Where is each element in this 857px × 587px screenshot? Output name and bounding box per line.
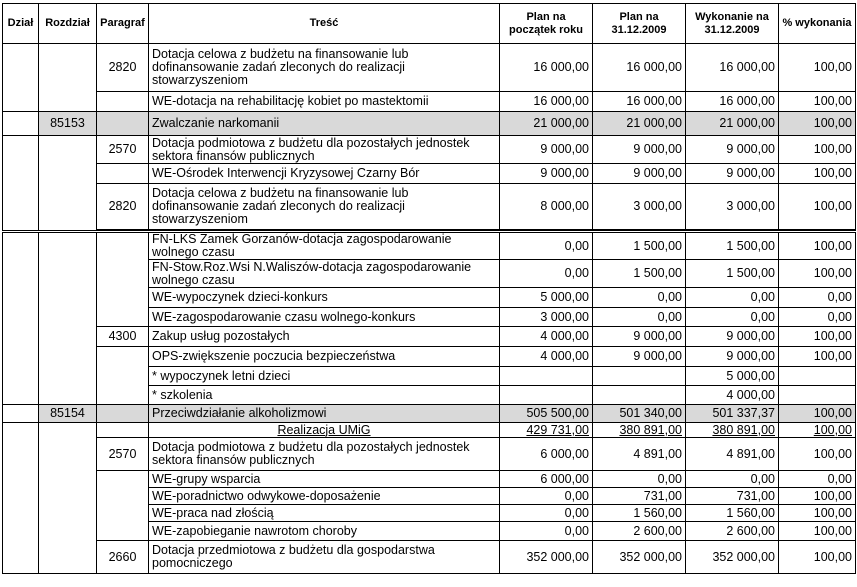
tresc-cell: Zakup usług pozostałych <box>149 327 500 347</box>
wykonanie-cell: 4 891,00 <box>686 438 779 471</box>
procent-cell: 100,00 <box>779 232 856 260</box>
procent-cell <box>779 386 856 405</box>
plan-start-cell: 4 000,00 <box>500 347 593 367</box>
wykonanie-cell: 0,00 <box>686 471 779 488</box>
table-row <box>3 44 856 92</box>
procent-cell: 100,00 <box>779 184 856 230</box>
dzial-cell <box>3 44 39 112</box>
procent-cell: 100,00 <box>779 405 856 423</box>
wykonanie-cell: 9 000,00 <box>686 327 779 347</box>
tresc-cell <box>149 184 500 230</box>
tresc-cell: WE-wypoczynek dzieci-konkurs <box>149 288 500 308</box>
table-row <box>3 164 856 184</box>
paragraf-cell: 4300 <box>97 327 149 347</box>
plan-end-cell: 501 340,00 <box>593 405 686 423</box>
table-row <box>3 92 856 112</box>
procent-cell: 100,00 <box>779 423 856 438</box>
procent-cell: 100,00 <box>779 260 856 288</box>
procent-cell: 100,00 <box>779 327 856 347</box>
dzial-cell <box>3 232 39 405</box>
rozdzial-cell <box>39 136 97 232</box>
plan-start-cell <box>500 367 593 386</box>
paragraf-cell <box>97 423 149 438</box>
tresc-cell <box>149 44 500 92</box>
wykonanie-cell: 16 000,00 <box>686 44 779 92</box>
procent-cell: 100,00 <box>779 44 856 92</box>
procent-cell: 100,00 <box>779 488 856 505</box>
procent-cell: 0,00 <box>779 471 856 488</box>
wykonanie-cell: 21 000,00 <box>686 112 779 136</box>
plan-end-cell <box>593 367 686 386</box>
plan-start-cell: 9 000,00 <box>500 164 593 184</box>
rozdzial-cell <box>39 232 97 405</box>
header-plan-end: Plan na 31.12.2009 <box>593 4 686 44</box>
tresc-cell <box>149 438 500 471</box>
plan-start-cell: 505 500,00 <box>500 405 593 423</box>
tresc-text: Dotacja celowa z budżetu na finansowanie lub dofinansowanie zadań zleconych do realizacji stowarzyszeniom <box>152 48 409 87</box>
budget-table <box>2 3 856 574</box>
plan-end-cell: 16 000,00 <box>593 44 686 92</box>
tresc-cell: WE-poradnictwo odwykowe-doposażenie <box>149 488 500 505</box>
procent-cell: 100,00 <box>779 164 856 184</box>
tresc-cell: Zwalczanie narkomanii <box>149 112 500 136</box>
tresc-text: FN-Stow.Roz.Wsi N.Waliszów-dotacja zagospodarowanie wolnego czasu <box>152 260 472 287</box>
plan-end-cell: 1 560,00 <box>593 505 686 522</box>
tresc-cell: WE-praca nad złością <box>149 505 500 522</box>
plan-start-cell: 16 000,00 <box>500 92 593 112</box>
plan-start-cell: 5 000,00 <box>500 288 593 308</box>
wykonanie-cell: 731,00 <box>686 488 779 505</box>
plan-start-cell: 6 000,00 <box>500 438 593 471</box>
tresc-cell: * szkolenia <box>149 386 500 405</box>
table-row <box>3 438 856 471</box>
wykonanie-cell: 0,00 <box>686 308 779 327</box>
plan-start-cell: 0,00 <box>500 232 593 260</box>
table-row <box>3 232 856 260</box>
plan-end-cell: 9 000,00 <box>593 347 686 367</box>
dzial-cell <box>3 136 39 232</box>
tresc-cell: WE-zagospodarowanie czasu wolnego-konkurs <box>149 308 500 327</box>
tresc-cell <box>149 541 500 574</box>
wykonanie-cell: 4 000,00 <box>686 386 779 405</box>
tresc-cell: WE-zapobieganie nawrotom choroby <box>149 522 500 541</box>
header-rozdzial: Rozdział <box>39 4 97 44</box>
paragraf-cell: 2820 <box>97 44 149 92</box>
dzial-cell <box>3 405 39 423</box>
plan-end-cell: 2 600,00 <box>593 522 686 541</box>
procent-cell: 100,00 <box>779 112 856 136</box>
tresc-text: Dotacja podmiotowa z budżetu dla pozostałych jednostek sektora finansów publicznych <box>152 441 470 467</box>
plan-start-cell: 352 000,00 <box>500 541 593 574</box>
table-row <box>3 471 856 488</box>
plan-start-cell: 0,00 <box>500 488 593 505</box>
plan-end-cell: 16 000,00 <box>593 92 686 112</box>
wykonanie-cell: 0,00 <box>686 288 779 308</box>
tresc-cell <box>149 260 500 288</box>
table-row <box>3 541 856 574</box>
procent-cell: 100,00 <box>779 541 856 574</box>
plan-start-cell: 9 000,00 <box>500 136 593 164</box>
table-row <box>3 112 856 136</box>
header-plan-start: Plan na początek roku <box>500 4 593 44</box>
plan-end-cell: 1 500,00 <box>593 232 686 260</box>
wykonanie-cell: 9 000,00 <box>686 347 779 367</box>
tresc-cell: OPS-zwiększenie poczucia bezpieczeństwa <box>149 347 500 367</box>
wykonanie-cell: 3 000,00 <box>686 184 779 230</box>
tresc-text: FN-LKS Zamek Gorzanów-dotacja zagospodarowanie wolnego czasu <box>152 233 452 259</box>
header-paragraf: Paragraf <box>97 4 149 44</box>
plan-start-cell: 429 731,00 <box>500 423 593 438</box>
plan-end-cell: 0,00 <box>593 471 686 488</box>
plan-end-cell: 731,00 <box>593 488 686 505</box>
procent-cell: 100,00 <box>779 136 856 164</box>
paragraf-cell <box>97 347 149 405</box>
paragraf-cell <box>97 471 149 541</box>
paragraf-cell: 2570 <box>97 438 149 471</box>
tresc-cell: Realizacja UMiG <box>149 423 500 438</box>
procent-cell: 100,00 <box>779 522 856 541</box>
wykonanie-cell: 1 560,00 <box>686 505 779 522</box>
procent-cell: 100,00 <box>779 505 856 522</box>
plan-start-cell: 0,00 <box>500 505 593 522</box>
header-tresc: Treść <box>149 4 500 44</box>
plan-start-cell: 21 000,00 <box>500 112 593 136</box>
header-dzial: Dział <box>3 4 39 44</box>
header-procent: % wykonania <box>779 4 856 44</box>
wykonanie-cell: 9 000,00 <box>686 136 779 164</box>
plan-start-cell: 0,00 <box>500 522 593 541</box>
dzial-cell <box>3 423 39 574</box>
plan-end-cell: 9 000,00 <box>593 136 686 164</box>
tresc-text: Dotacja przedmiotowa z budżetu dla gospodarstwa pomocniczego <box>152 544 435 570</box>
tresc-text: Dotacja celowa z budżetu na finansowanie lub dofinansowanie zadań zleconych do realizacji stowarzyszeniom <box>152 187 409 226</box>
table-row <box>3 184 856 230</box>
rozdzial-cell <box>39 44 97 112</box>
tresc-cell: Przeciwdziałanie alkoholizmowi <box>149 405 500 423</box>
plan-start-cell: 16 000,00 <box>500 44 593 92</box>
wykonanie-cell: 5 000,00 <box>686 367 779 386</box>
tresc-cell <box>149 136 500 164</box>
paragraf-cell <box>97 232 149 327</box>
wykonanie-cell: 9 000,00 <box>686 164 779 184</box>
plan-start-cell: 0,00 <box>500 260 593 288</box>
wykonanie-cell: 16 000,00 <box>686 92 779 112</box>
header-wykonanie: Wykonanie na 31.12.2009 <box>686 4 779 44</box>
rozdzial-cell: 85154 <box>39 405 97 423</box>
procent-cell: 0,00 <box>779 308 856 327</box>
plan-end-cell: 9 000,00 <box>593 164 686 184</box>
plan-end-cell: 0,00 <box>593 308 686 327</box>
plan-start-cell: 4 000,00 <box>500 327 593 347</box>
paragraf-cell <box>97 405 149 423</box>
plan-start-cell: 8 000,00 <box>500 184 593 230</box>
wykonanie-cell: 2 600,00 <box>686 522 779 541</box>
plan-end-cell: 4 891,00 <box>593 438 686 471</box>
plan-start-cell: 6 000,00 <box>500 471 593 488</box>
table-row <box>3 347 856 367</box>
procent-cell: 100,00 <box>779 92 856 112</box>
plan-end-cell: 1 500,00 <box>593 260 686 288</box>
wykonanie-cell: 501 337,37 <box>686 405 779 423</box>
plan-end-cell: 380 891,00 <box>593 423 686 438</box>
procent-cell <box>779 367 856 386</box>
paragraf-cell <box>97 112 149 136</box>
wykonanie-cell: 352 000,00 <box>686 541 779 574</box>
tresc-cell: WE-Ośrodek Interwencji Kryzysowej Czarny Bór <box>149 164 500 184</box>
paragraf-cell: 2660 <box>97 541 149 574</box>
plan-end-cell: 3 000,00 <box>593 184 686 230</box>
wykonanie-cell: 1 500,00 <box>686 232 779 260</box>
procent-cell: 100,00 <box>779 438 856 471</box>
table-row <box>3 327 856 347</box>
plan-start-cell: 3 000,00 <box>500 308 593 327</box>
paragraf-cell: 2820 <box>97 184 149 230</box>
paragraf-cell <box>97 92 149 112</box>
rozdzial-cell: 85153 <box>39 112 97 136</box>
plan-end-cell: 0,00 <box>593 288 686 308</box>
procent-cell: 100,00 <box>779 347 856 367</box>
table-row <box>3 136 856 164</box>
rozdzial-cell <box>39 423 97 574</box>
table-row <box>3 405 856 423</box>
plan-start-cell <box>500 386 593 405</box>
paragraf-cell <box>97 164 149 184</box>
plan-end-cell: 352 000,00 <box>593 541 686 574</box>
wykonanie-cell: 1 500,00 <box>686 260 779 288</box>
wykonanie-cell: 380 891,00 <box>686 423 779 438</box>
tresc-cell <box>149 232 500 260</box>
paragraf-cell: 2570 <box>97 136 149 164</box>
tresc-cell: WE-grupy wsparcia <box>149 471 500 488</box>
procent-cell: 0,00 <box>779 288 856 308</box>
tresc-cell: * wypoczynek letni dzieci <box>149 367 500 386</box>
dzial-cell <box>3 112 39 136</box>
tresc-cell: WE-dotacja na rehabilitację kobiet po mastektomii <box>149 92 500 112</box>
table-row <box>3 423 856 438</box>
plan-end-cell: 21 000,00 <box>593 112 686 136</box>
plan-end-cell: 9 000,00 <box>593 327 686 347</box>
plan-end-cell <box>593 386 686 405</box>
header-row <box>3 4 856 44</box>
tresc-text: Dotacja podmiotowa z budżetu dla pozostałych jednostek sektora finansów publicznych <box>152 136 470 163</box>
